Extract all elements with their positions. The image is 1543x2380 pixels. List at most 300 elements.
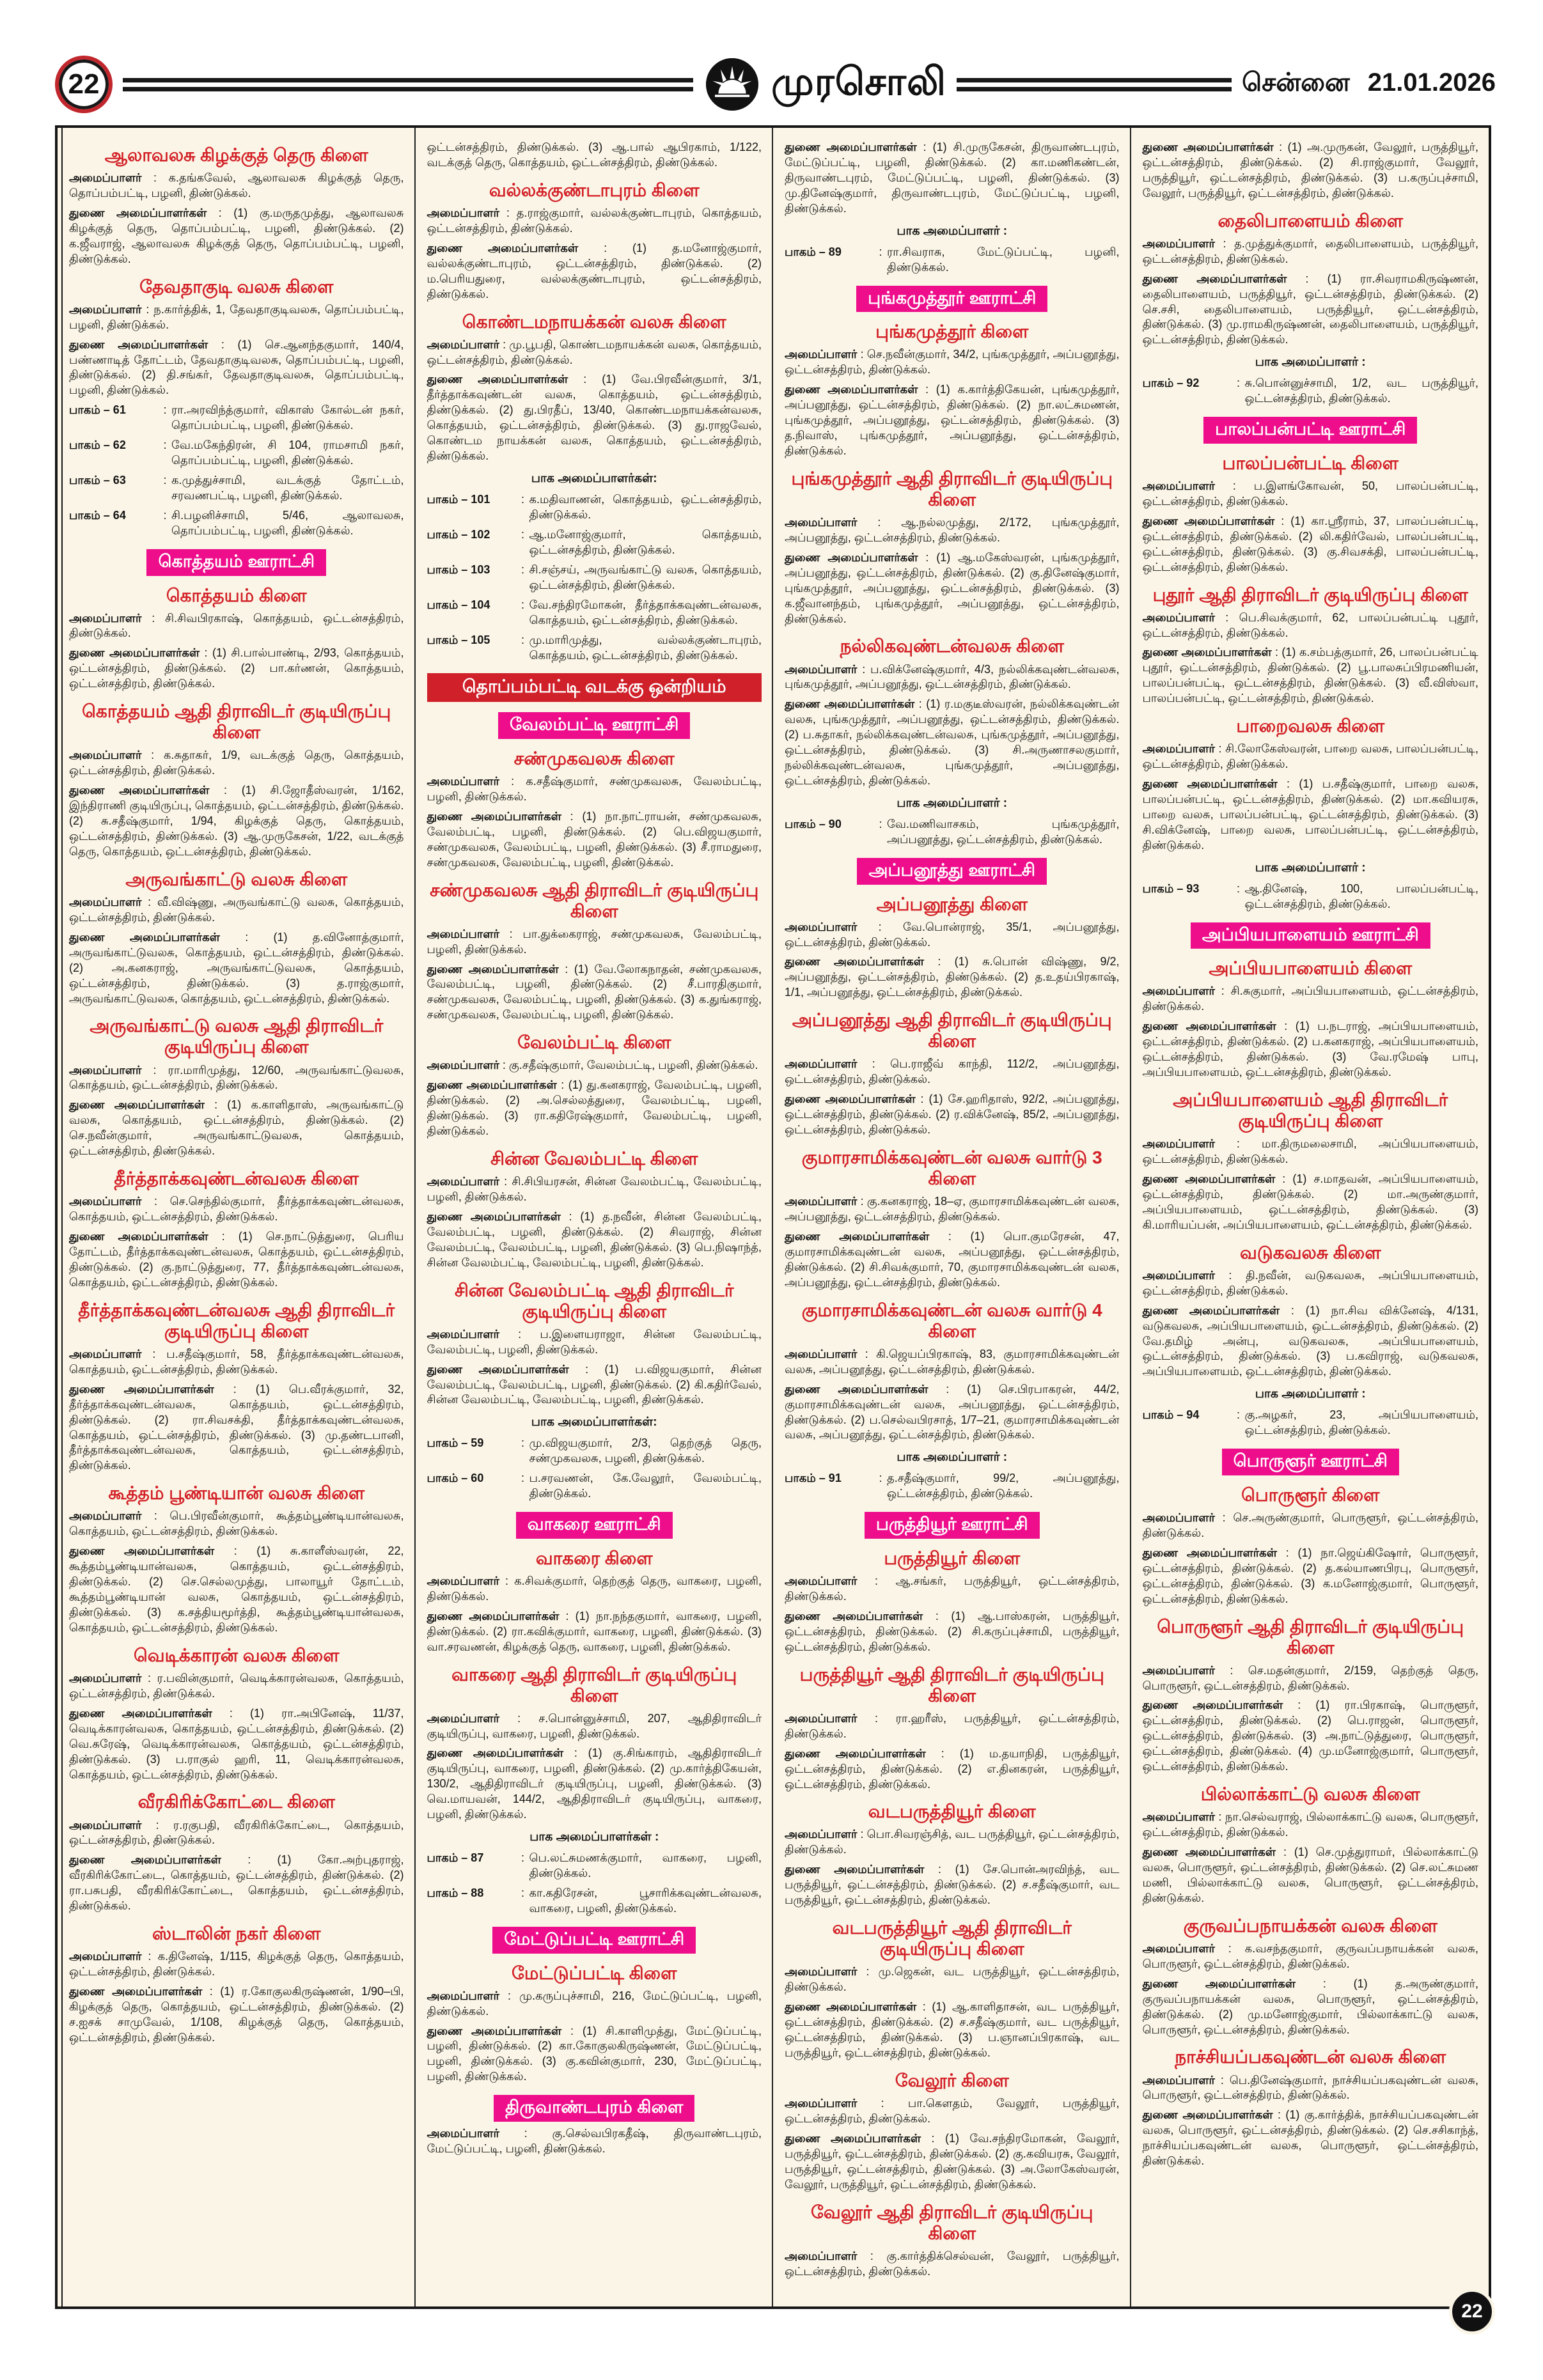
part-organizers-label: பாக அமைப்பாளர் : bbox=[897, 1451, 1008, 1465]
paragraph-lead: துணை அமைப்பாளர்கள் bbox=[1142, 1846, 1276, 1859]
part-organizers-label: பாக அமைப்பாளர் : bbox=[1255, 355, 1366, 369]
panchayat-banner: கொத்தயம் ஊராட்சி bbox=[146, 549, 326, 576]
branch-heading: பில்லாக்காட்டு வலசு கிளை bbox=[1200, 1784, 1420, 1805]
deputy-organizers-paragraph bbox=[785, 382, 1120, 459]
page-number-badge-bottom bbox=[1449, 2289, 1495, 2335]
organizer-paragraph bbox=[1143, 1941, 1479, 1972]
paragraph-text: : (1) செ.முத்துராமர், பில்லாக்காட்டு வலசு, பொருளூர், ஒட்டன்சத்திரம், திண்டுக்கல். (2) செ.லட்சுமண மணி, பில்லாக்காட்டு வலசு, பொருளூர், ஒட்டன்சத்திரம், திண்டுக்கல். bbox=[1142, 1846, 1478, 1904]
part-colon: : bbox=[163, 474, 167, 487]
part-text: வே.மணிவாசகம், புங்கமுத்தூர், அப்பனூத்து, ஒட்டன்சத்திரம், திண்டுக்கல். bbox=[887, 818, 1120, 846]
branch-heading: பொருளூர் ஆதி திராவிடர் குடியிருப்பு கிளை bbox=[1157, 1616, 1464, 1658]
paragraph-lead: அமைப்பாளர் bbox=[785, 1347, 858, 1360]
newspaper-title: முரசொலி bbox=[771, 60, 947, 103]
branch-heading: சின்ன வேலம்பட்டி கிளை bbox=[490, 1148, 698, 1169]
paragraph-text: : க.சிவக்குமார், தெற்குத் தெரு, வாகரை, பழனி, திண்டுக்கல். bbox=[427, 1574, 762, 1603]
paragraph-text: : செ.மதன்குமார், 2/159, தெற்குத் தெரு, பொருளூர், ஒட்டன்சத்திரம், திண்டுக்கல். bbox=[1142, 1663, 1478, 1692]
panchayat-banner: வேலம்பட்டி ஊராட்சி bbox=[498, 712, 690, 739]
paragraph-text: : (1) ரா.அபினேஷ், 11/37, வெடிக்காரன்வலசு, கொத்தயம், ஒட்டன்சத்திரம், திண்டுக்கல். (2) வெ.சுரேஷ், வெடிக்காரன்வலசு, கொத்தயம், ஒட்டன்சத்திரம், திண்டுக்கல். (3) ப.ராகுல் ஹரி, 11, வெடிக்காரன்வலசு, கொத்தயம், ஒட்டன்சத்திரம், திண்டுக்கல். bbox=[69, 1706, 404, 1781]
paragraph-text: : பெ.சிவக்குமார், 62, பாலப்பன்பட்டி புதூர், ஒட்டன்சத்திரம், திண்டுக்கல். bbox=[1142, 611, 1478, 639]
paragraph-text: : (1) நா.நந்தகுமார், வாகரை, பழனி, திண்டுக்கல். (2) ரா.கவிக்குமார், வாகரை, பழனி, திண்டுக்கல். (3) வா.சரவணன், கிழக்குத் தெரு, வாகரை, பழனி, திண்டுக்கல். bbox=[427, 1609, 762, 1653]
paragraph-text: : செ.நவீன்குமார், 34/2, புங்கமுத்தூர், அப்பனூத்து, ஒட்டன்சத்திரம், திண்டுக்கல். bbox=[785, 348, 1120, 377]
branch-heading: தேவதாகுடி வலசு கிளை bbox=[139, 276, 334, 297]
paragraph-text: : (1) ச.மாதவன், அப்பியபாளையம், ஒட்டன்சத்திரம், திண்டுக்கல். (2) மா.அருண்குமார், அப்பியபாளையம், ஒட்டன்சத்திரம், திண்டுக்கல். (3) கி.மாரியப்பன், அப்பியபாளையம், ஒட்டன்சத்திரம், திண்டுக்கல். bbox=[1142, 1172, 1478, 1231]
branch-heading: நாச்சியப்பகவுண்டன் வலசு கிளை bbox=[1175, 2047, 1446, 2067]
panchayat-banner: பொருளூர் ஊராட்சி bbox=[1222, 1449, 1399, 1475]
part-text: வே.சந்திரமோகன், தீர்த்தாக்கவுண்டன்வலசு, கொத்தயம், ஒட்டன்சத்திரம், திண்டுக்கல். bbox=[529, 598, 762, 626]
paragraph-text: : (1) செ.ஆனந்தகுமார், 140/4, பண்ணாடித் தோட்டம், தேவதாகுடிவலசு, தொப்பம்பட்டி, பழனி, திண்டுக்கல். (2) தி.சங்கர், தேவதாகுடிவலசு, தொப்பம்பட்டி, பழனி, திண்டுக்கல். bbox=[69, 338, 404, 397]
deputy-organizers-paragraph bbox=[785, 1229, 1120, 1291]
paragraph-lead: அமைப்பாளர் bbox=[785, 348, 858, 361]
paragraph-text: : (1) வே.லோகநாதன், சண்முகவலசு, வேலம்பட்டி, பழனி, திண்டுக்கல். (2) சீ.பாரதிகுமார், சண்முகவலசு, வேலம்பட்டி, பழனி, திண்டுக்கல். (3) க.துங்கராஜ், சண்முகவலசு, வேலம்பட்டி, பழனி, திண்டுக்கல். bbox=[427, 962, 762, 1022]
deputy-organizers-paragraph bbox=[785, 1862, 1120, 1908]
paragraph-text: : (1) ரா.சிவராமகிருஷ்ணன், தைலிபாளையம், பருத்தியூர், ஒட்டன்சத்திரம், திண்டுக்கல். (2) செ.சசி, தைலிபாளையம், பருத்தியூர், ஒட்டன்சத்திரம், திண்டுக்கல். (3) மு.ராமகிருஷ்ணன், தைலிபாளையம், பருத்தியூர், ஒட்டன்சத்திரம், திண்டுக்கல். bbox=[1142, 272, 1478, 346]
branch-heading: வடபருத்தியூர் ஆதி திராவிடர் குடியிருப்பு கிளை bbox=[832, 1918, 1072, 1959]
deputy-organizers-paragraph bbox=[427, 372, 762, 464]
part-number: பாகம் – 62 bbox=[69, 439, 126, 452]
part-colon: : bbox=[521, 633, 524, 646]
paragraph-lead: அமைப்பாளர் bbox=[69, 1347, 142, 1360]
paragraph-lead: அமைப்பாளர் bbox=[785, 1575, 858, 1587]
organizer-paragraph bbox=[427, 1327, 762, 1358]
part-organizers-label: பாக அமைப்பாளர்கள்: bbox=[531, 472, 657, 486]
paragraph-text: : ந.கார்த்திக், 1, தேவதாகுடிவலசு, தொப்பம்பட்டி, பழனி, திண்டுக்கல். bbox=[69, 302, 404, 331]
paragraph-text: : (1) ம.தயாநிதி, பருத்தியூர், ஒட்டன்சத்திரம், திண்டுக்கல். (2) எ.தினகரன், பருத்தியூர், ஒட்டன்சத்திரம், திண்டுக்கல். bbox=[785, 1746, 1120, 1791]
part-row bbox=[69, 508, 404, 539]
paragraph-lead: அமைப்பாளர் bbox=[785, 1057, 858, 1071]
panchayat-banner: வாகரை ஊராட்சி bbox=[516, 1512, 673, 1539]
branch-heading: புதூர் ஆதி திராவிடர் குடியிருப்பு கிளை bbox=[1152, 584, 1468, 605]
organizer-paragraph bbox=[785, 920, 1120, 951]
paragraph-lead: அமைப்பாளர் bbox=[69, 895, 142, 908]
paragraph-text: : (1) த.அருண்குமார், குருவப்பநாயக்கன் வலசு, பொருளூர், ஒட்டன்சத்திரம், திண்டுக்கல். (2) மு.மனோஜ்குமார், பில்லாக்காட்டு வலசு, பொருளூர், ஒட்டன்சத்திரம், திண்டுக்கல். bbox=[1142, 1977, 1478, 2036]
deputy-organizers-paragraph bbox=[785, 697, 1120, 789]
organizer-paragraph bbox=[785, 347, 1120, 378]
paragraph-lead: துணை அமைப்பாளர்கள் bbox=[785, 955, 924, 968]
panchayat-banner: அப்பியபாளையம் ஊராட்சி bbox=[1191, 922, 1430, 949]
part-colon: : bbox=[879, 818, 882, 830]
deputy-organizers-paragraph bbox=[427, 1609, 762, 1655]
paragraph-text: : (1) க.சம்பத்குமார், 26, பாலப்பன்பட்டி புதூர், ஒட்டன்சத்திரம், திண்டுக்கல். (2) பூ.பாலசுப்பிரமணியன், பாலப்பன்பட்டி, ஒட்டன்சத்திரம், திண்டுக்கல். (3) வீ.விஸ்வா, பாலப்பன்பட்டி, ஒட்டன்சத்திரம், திண்டுக்கல். bbox=[1142, 646, 1478, 705]
paragraph-text: : (1) நா.நாட்ராயன், சண்முகவலசு, வேலம்பட்டி, பழனி, திண்டுக்கல். (2) பெ.விஜயகுமார், சண்முகவலசு, வேலம்பட்டி, பழனி, திண்டுக்கல். (3) சீ.ராமதுரை, சண்முகவலசு, வேலம்பட்டி, பழனி, திண்டுக்கல். bbox=[427, 809, 762, 869]
part-row bbox=[427, 1436, 762, 1466]
part-number: பாகம் – 102 bbox=[427, 527, 490, 541]
part-text: சு.பொன்னுச்சாமி, 1/2, வட பருத்தியூர், ஒட்டன்சத்திரம், திண்டுக்கல். bbox=[1244, 377, 1478, 405]
part-row bbox=[427, 527, 762, 558]
paragraph-lead: துணை அமைப்பாளர்கள் bbox=[69, 1098, 205, 1112]
paragraph-lead: அமைப்பாளர் bbox=[1142, 742, 1215, 756]
part-organizers-label: பாக அமைப்பாளர் : bbox=[897, 797, 1008, 810]
part-number: பாகம் – 92 bbox=[1142, 377, 1200, 390]
paragraph-lead: துணை அமைப்பாளர்கள் bbox=[1142, 1303, 1280, 1317]
paragraph-text: : (1) த.நவீன், சின்ன வேலம்பட்டி, வேலம்பட்டி, பழனி, திண்டுக்கல். (2) சிவராஜ், சின்ன வேலம்பட்டி, வேலம்பட்டி, பழனி, திண்டுக்கல். (3) பெ.நிஷாந்த், சின்ன வேலம்பட்டி, வேலம்பட்டி, பழனி, திண்டுக்கல். bbox=[427, 1209, 762, 1269]
paragraph-lead: துணை அமைப்பாளர்கள் bbox=[427, 2024, 562, 2037]
part-colon: : bbox=[879, 245, 882, 258]
part-number: பாகம் – 105 bbox=[427, 633, 490, 646]
panchayat-banner: அப்பனூத்து ஊராட்சி bbox=[857, 858, 1047, 885]
part-colon: : bbox=[521, 493, 524, 506]
organizer-paragraph bbox=[69, 1509, 404, 1539]
paragraph-lead: துணை அமைப்பாளர்கள் bbox=[1142, 2108, 1273, 2122]
part-colon: : bbox=[521, 1886, 524, 1900]
paragraph-lead: துணை அமைப்பாளர்கள் bbox=[1142, 272, 1287, 285]
paragraph-text: : (1) த.மனோஜ்குமார், வல்லக்குண்டாபுரம், ஒட்டன்சத்திரம், திண்டுக்கல். (2) ம.பெரியதுரை, வல்லக்குண்டாபுரம், ஒட்டன்சத்திரம், திண்டுக்கல். bbox=[427, 241, 762, 300]
part-number: பாகம் – 94 bbox=[1142, 1408, 1200, 1422]
organizer-paragraph bbox=[785, 1347, 1120, 1378]
paragraph-text: : க.தங்கவேல், ஆலாவலசு கிழக்குத் தெரு, தொப்பம்பட்டி, பழனி, திண்டுக்கல். bbox=[69, 171, 404, 199]
part-text: ஆ.தினேஷ், 100, பாலப்பன்பட்டி, ஒட்டன்சத்திரம், திண்டுக்கல். bbox=[1244, 882, 1478, 910]
part-number: பாகம் – 103 bbox=[427, 563, 490, 576]
part-row bbox=[69, 438, 404, 469]
part-text: சி.சஞ்சய், அருவங்காட்டு வலசு, கொத்தயம், ஒட்டன்சத்திரம், திண்டுக்கல். bbox=[529, 563, 762, 591]
paragraph-lead: அமைப்பாளர் bbox=[785, 2096, 858, 2110]
paragraph-text: : (1) ஆ.பாஸ்கரன், பருத்தியூர், ஒட்டன்சத்திரம், திண்டுக்கல். (2) சி.கருப்புச்சாமி, பருத்தியூர், ஒட்டன்சத்திரம், திண்டுக்கல். bbox=[785, 1609, 1120, 1653]
branch-heading: பாறைவலசு கிளை bbox=[1236, 716, 1385, 736]
paragraph-text: : (1) கு.சிங்காரம், ஆதிதிராவிடர் குடியிருப்பு, வாகரை, பழனி, திண்டுக்கல். (2) மு.கார்த்திகேயன், 130/2, ஆதிதிராவிடர் குடியிருப்பு, பழனி, திண்டுக்கல். (3) வெ.மாயவன், 144/2, ஆதிதிராவிடர் குடியிருப்பு, வாகரை, பழனி, திண்டுக்கல். bbox=[427, 1746, 762, 1821]
paragraph-lead: அமைப்பாளர் bbox=[1142, 611, 1215, 624]
part-colon: : bbox=[163, 439, 167, 452]
paragraph-text: : பெ.ராஜீவ் காந்தி, 112/2, அப்பனூத்து, ஒட்டன்சத்திரம், திண்டுக்கல். bbox=[785, 1057, 1120, 1086]
paragraph-lead: துணை அமைப்பாளர்கள் bbox=[785, 1863, 925, 1876]
organizer-paragraph bbox=[69, 1949, 404, 1980]
paragraph-text: : (1) வே.பிரவீன்குமார், 3/1, தீர்த்தாக்கவுண்டன் வலசு, கொத்தயம், ஒட்டன்சத்திரம், திண்டுக்கல். (2) து.பிரதீப், 13/40, கொண்டமநாயக்கன்வலசு, கொத்தயம், ஒட்டன்சத்திரம், திண்டுக்கல். (3) து.ராஜவேல், கொண்டம நாயக்கன் வலசு, கொத்தயம், ஒட்டன்சத்திரம், திண்டுக்கல். bbox=[427, 373, 762, 463]
part-row bbox=[427, 492, 762, 523]
organizer-paragraph bbox=[427, 1174, 762, 1205]
deputy-organizers-paragraph bbox=[427, 809, 762, 871]
page-number-top: 22 bbox=[68, 68, 100, 100]
paragraph-text: : த.முத்துக்குமார், தைலிபாளையம், பருத்தியூர், ஒட்டன்சத்திரம், திண்டுக்கல். bbox=[1142, 237, 1478, 265]
branch-heading: புங்கமுத்தூர் ஆதி திராவிடர் குடியிருப்பு கிளை bbox=[791, 468, 1113, 509]
part-text: கா.கதிரேசன், பூசாரிக்கவுண்டன்வலசு, வாகரை, பழனி, திண்டுக்கல். bbox=[529, 1886, 762, 1915]
deputy-organizers-paragraph bbox=[69, 783, 404, 860]
deputy-organizers-paragraph bbox=[69, 1544, 404, 1636]
paragraph-lead: அமைப்பாளர் bbox=[785, 515, 858, 529]
part-text: மு.மாரிமுத்து, வல்லக்குண்டாபுரம், கொத்தயம், ஒட்டன்சத்திரம், திண்டுக்கல். bbox=[529, 633, 762, 662]
paragraph-text: : ஆ.சங்கர், பருத்தியூர், ஒட்டன்சத்திரம், திண்டுக்கல். bbox=[785, 1575, 1120, 1603]
paragraph-lead: அமைப்பாளர் bbox=[427, 1175, 499, 1188]
news-column-2 bbox=[416, 128, 774, 2306]
organizer-paragraph bbox=[785, 1574, 1120, 1605]
paragraph-text: : ர.ரகுபதி, வீரகிரிக்கோட்டை, கொத்தயம், ஒட்டன்சத்திரம், திண்டுக்கல். bbox=[69, 1818, 404, 1847]
paragraph-text: : (1) ப.விஜயகுமார், சின்ன வேலம்பட்டி, வேலம்பட்டி, பழனி, திண்டுக்கல். (2) கி.கதிர்வேல், சின்ன வேலம்பட்டி, வேலம்பட்டி, பழனி, திண்டுக்கல். bbox=[427, 1362, 762, 1406]
paragraph-lead: துணை அமைப்பாளர்கள் bbox=[785, 1609, 923, 1622]
union-banner: தொப்பம்பட்டி வடக்கு ஒன்றியம் bbox=[427, 673, 762, 702]
part-text: கு.அழகர், 23, அப்பியபாளையம், ஒட்டன்சத்திரம், திண்டுக்கல். bbox=[1244, 1408, 1478, 1437]
paragraph-lead: அமைப்பாளர் bbox=[69, 1509, 142, 1523]
part-colon: : bbox=[163, 403, 167, 417]
paragraph-lead: அமைப்பாளர் bbox=[427, 1989, 499, 2002]
paragraph-lead: துணை அமைப்பாளர்கள் bbox=[785, 141, 917, 153]
deputy-organizers-paragraph bbox=[427, 1209, 762, 1271]
paragraph-lead: துணை அமைப்பாளர்கள் bbox=[1142, 514, 1275, 527]
deputy-organizers-paragraph bbox=[1143, 1303, 1479, 1380]
deputy-organizers-paragraph bbox=[427, 2024, 762, 2085]
paragraph-lead: அமைப்பாளர் bbox=[427, 1327, 499, 1341]
organizer-paragraph bbox=[69, 302, 404, 333]
paragraph-text: : (1) சி.பால்பாண்டி, 2/93, கொத்தயம், ஒட்டன்சத்திரம், திண்டுக்கல். (2) பா.கர்ணன், கொத்தயம், ஒட்டன்சத்திரம், திண்டுக்கல். bbox=[69, 646, 404, 690]
paragraph-text: : ப.இளையராஜா, சின்ன வேலம்பட்டி, வேலம்பட்டி, பழனி, திண்டுக்கல். bbox=[427, 1327, 762, 1356]
branch-heading: சின்ன வேலம்பட்டி ஆதி திராவிடர் குடியிருப்பு கிளை bbox=[454, 1280, 734, 1321]
organizer-paragraph bbox=[785, 1964, 1120, 1995]
paragraph-lead: அமைப்பாளர் bbox=[1142, 984, 1215, 998]
paragraph-lead: துணை அமைப்பாளர்கள் bbox=[1142, 777, 1278, 791]
paragraph-text: : (1) சு.காளீஸ்வரன், 22, கூத்தம்பூண்டியான்வலசு, கொத்தயம், ஒட்டன்சத்திரம், திண்டுக்கல். (2) செ.செல்லமுத்து, பாலாயூர் தோட்டம், கூத்தம்பூண்டியான் வலசு, கொத்தயம், ஒட்டன்சத்திரம், திண்டுக்கல். (3) க.சத்தியமூர்த்தி, கூத்தம்பூண்டியான்வலசு, கொத்தயம், ஒட்டன்சத்திரம், திண்டுக்கல். bbox=[69, 1544, 404, 1634]
paragraph-lead: அமைப்பாளர் bbox=[427, 1574, 499, 1587]
branch-heading: ஆலாவலசு கிழக்குத் தெரு கிளை bbox=[104, 145, 368, 165]
part-row bbox=[427, 633, 762, 664]
organizer-paragraph bbox=[1143, 1810, 1479, 1840]
part-number: பாகம் – 87 bbox=[427, 1851, 484, 1865]
part-colon: : bbox=[521, 1851, 524, 1865]
paragraph-text: : பொ.சிவரஞ்சித், வட பருத்தியூர், ஒட்டன்சத்திரம், திண்டுக்கல். bbox=[785, 1828, 1120, 1856]
paragraph-lead: அமைப்பாளர் bbox=[427, 206, 499, 219]
paragraph-text: : (1) நா.சிவ விக்னேஷ், 4/131, வடுகவலசு, அப்பியபாளையம், ஒட்டன்சத்திரம், திண்டுக்கல். (2) வே.தமிழ் அன்பு, வடுகவலசு, அப்பியபாளையம், ஒட்டன்சத்திரம், திண்டுக்கல். (3) ப.கவிராஜ், வடுகவலசு, அப்பியபாளையம், ஒட்டன்சத்திரம், திண்டுக்கல். bbox=[1142, 1303, 1478, 1378]
branch-heading: சண்முகவலசு கிளை bbox=[513, 748, 675, 768]
organizer-paragraph bbox=[69, 1671, 404, 1702]
paragraph-lead: அமைப்பாளர் bbox=[69, 171, 142, 185]
part-number: பாகம் – 63 bbox=[69, 474, 126, 487]
deputy-organizers-paragraph bbox=[785, 1382, 1120, 1443]
deputy-organizers-paragraph bbox=[69, 1984, 404, 2046]
part-organizers-label: பாக அமைப்பாளர்கள் : bbox=[529, 1830, 659, 1844]
deputy-organizers-paragraph bbox=[69, 1229, 404, 1291]
branch-heading: கொத்தயம் ஆதி திராவிடர் குடியிருப்பு கிளை bbox=[82, 701, 391, 743]
deputy-organizers-paragraph bbox=[1143, 1019, 1479, 1080]
paragraph-lead: துணை அமைப்பாளர்கள் bbox=[69, 1853, 221, 1867]
organizer-paragraph bbox=[427, 927, 762, 958]
paragraph-lead: அமைப்பாளர் bbox=[69, 302, 142, 316]
part-colon: : bbox=[521, 563, 524, 576]
paragraph-lead: துணை அமைப்பாளர்கள் bbox=[69, 930, 220, 944]
branch-heading: அப்பனூத்து கிளை bbox=[876, 894, 1028, 914]
paragraph-lead: துணை அமைப்பாளர்கள் bbox=[69, 646, 200, 660]
paragraph-lead: அமைப்பாளர் bbox=[1142, 1268, 1215, 1282]
organizer-paragraph bbox=[1143, 1511, 1479, 1541]
paragraph-lead: துணை அமைப்பாளர்கள் bbox=[785, 550, 918, 564]
organizer-paragraph bbox=[427, 1989, 762, 2019]
paragraph-text: : ர.பவின்குமார், வெடிக்காரன்வலசு, கொத்தயம், ஒட்டன்சத்திரம், திண்டுக்கல். bbox=[69, 1671, 404, 1700]
part-colon: : bbox=[521, 598, 524, 611]
part-text: ப.சரவணன், கே.வேலூர், வேலம்பட்டி, திண்டுக்கல். bbox=[529, 1472, 762, 1500]
part-text: க.முத்துச்சாமி, வடக்குத் தோட்டம், சரவணபட்டி, பழனி, திண்டுக்கல். bbox=[171, 474, 404, 502]
paragraph-text: ஒட்டன்சத்திரம், திண்டுக்கல். (3) ஆ.பால் ஆபிரகாம், 1/122, வடக்குத் தெரு, கொத்தயம், ஒட்டன்சத்திரம், திண்டுக்கல். bbox=[427, 141, 762, 169]
paragraph-lead: துணை அமைப்பாளர்கள் bbox=[785, 383, 918, 396]
paragraph-lead: துணை அமைப்பாளர்கள் bbox=[69, 206, 207, 219]
paragraph-lead: அமைப்பாளர் bbox=[785, 1195, 858, 1208]
branch-heading: வடுகவலசு கிளை bbox=[1240, 1242, 1381, 1263]
paragraph-lead: துணை அமைப்பாளர்கள் bbox=[427, 1746, 563, 1760]
paragraph-lead: அமைப்பாளர் bbox=[427, 774, 499, 788]
deputy-organizers-paragraph bbox=[785, 2131, 1120, 2193]
deputy-organizers-paragraph bbox=[69, 646, 404, 692]
deputy-organizers-paragraph bbox=[1143, 1977, 1479, 2038]
paragraph-lead: அமைப்பாளர் bbox=[1142, 1941, 1215, 1955]
paragraph-lead: துணை அமைப்பாளர்கள் bbox=[1142, 1699, 1283, 1712]
paragraph-text: : (1) பொ.குமரேசன், 47, குமாரசாமிக்கவுண்டன் வலசு, அப்பனூத்து, ஒட்டன்சத்திரம், திண்டுக்கல். (2) சி.சிவக்குமார், 70, குமாரசாமிக்கவுண்டன் வலசு, அப்பனூத்து, ஒட்டன்சத்திரம், திண்டுக்கல். bbox=[785, 1229, 1120, 1289]
paragraph-lead: துணை அமைப்பாளர்கள் bbox=[427, 962, 559, 976]
deputy-organizers-paragraph bbox=[1143, 1845, 1479, 1906]
paragraph-lead: அமைப்பாளர் bbox=[427, 1059, 499, 1072]
branch-heading: வாகரை ஆதி திராவிடர் குடியிருப்பு கிளை bbox=[451, 1664, 737, 1706]
part-number: பாகம் – 88 bbox=[427, 1886, 484, 1900]
organizer-paragraph bbox=[427, 338, 762, 368]
paragraph-text: : நா.செல்வராஜ், பில்லாக்காட்டு வலசு, பொருளூர், ஒட்டன்சத்திரம், திண்டுக்கல். bbox=[1142, 1810, 1478, 1839]
organizer-paragraph bbox=[69, 895, 404, 926]
paragraph-lead: துணை அமைப்பாளர்கள் bbox=[69, 1544, 215, 1558]
paragraph-lead: அமைப்பாளர் bbox=[1142, 1511, 1215, 1524]
paragraph-lead: துணை அமைப்பாளர்கள் bbox=[69, 784, 210, 797]
paragraph-text: : பா.கௌதம், வேலூர், பருத்தியூர், ஒட்டன்சத்திரம், திண்டுக்கல். bbox=[785, 2096, 1120, 2125]
paragraph-text: : ச.பொன்னுச்சாமி, 207, ஆதிதிராவிடர் குடியிருப்பு, வாகரை, பழனி, திண்டுக்கல். bbox=[427, 1711, 762, 1740]
paragraph-lead: அமைப்பாளர் bbox=[69, 1671, 142, 1684]
deputy-organizers-paragraph bbox=[1143, 1698, 1479, 1775]
continuation-paragraph bbox=[427, 140, 762, 171]
paragraph-text: : மு.பூபதி, கொண்டமநாயக்கன் வலசு, கொத்தயம், ஒட்டன்சத்திரம், திண்டுக்கல். bbox=[427, 338, 762, 366]
deputy-organizers-paragraph bbox=[1143, 1546, 1479, 1607]
organizer-paragraph bbox=[1143, 1663, 1479, 1694]
deputy-organizers-paragraph bbox=[785, 1609, 1120, 1655]
part-colon: : bbox=[521, 527, 524, 541]
part-row bbox=[1143, 376, 1479, 407]
part-row bbox=[1143, 1408, 1479, 1438]
organizer-paragraph bbox=[1143, 1137, 1479, 1167]
part-text: பெ.லட்சுமணக்குமார், வாகரை, பழனி, திண்டுக்கல். bbox=[529, 1851, 762, 1880]
page-number-badge-top bbox=[55, 56, 113, 113]
part-colon: : bbox=[1236, 1408, 1240, 1422]
branch-heading: அப்பியபாளையம் ஆதி திராவிடர் குடியிருப்பு கிளை bbox=[1173, 1090, 1448, 1132]
deputy-organizers-paragraph bbox=[427, 1078, 762, 1139]
organizer-paragraph bbox=[785, 2249, 1120, 2280]
branch-heading: கூத்தம் பூண்டியான் வலசு கிளை bbox=[108, 1483, 365, 1504]
part-organizers-label: பாக அமைப்பாளர் : bbox=[1255, 1387, 1366, 1401]
paragraph-lead: துணை அமைப்பாளர்கள் bbox=[69, 1382, 214, 1396]
edition-date: 21.01.2026 bbox=[1367, 68, 1496, 97]
paragraph-lead: துணை அமைப்பாளர்கள் bbox=[1142, 1977, 1296, 1990]
part-row bbox=[427, 1851, 762, 1881]
organizer-paragraph bbox=[427, 774, 762, 805]
branch-heading: வீரகிரிக்கோட்டை கிளை bbox=[137, 1792, 335, 1812]
branch-heading: வேலம்பட்டி கிளை bbox=[517, 1032, 671, 1053]
deputy-organizers-paragraph bbox=[69, 1706, 404, 1783]
paragraph-text: : தி.நவீன், வடுகவலசு, அப்பியபாளையம், ஒட்டன்சத்திரம், திண்டுக்கல். bbox=[1142, 1268, 1478, 1297]
paragraph-text: : கு.செல்வபிரகதீஷ், திருவாண்டபுரம், மேட்டுப்பட்டி, பழனி, திண்டுக்கல். bbox=[427, 2126, 762, 2155]
paragraph-text: : சி.சுகுமார், அப்பியபாளையம், ஒட்டன்சத்திரம், திண்டுக்கல். bbox=[1142, 984, 1478, 1013]
paragraph-lead: அமைப்பாளர் bbox=[69, 1063, 142, 1077]
edition-dateline bbox=[1242, 68, 1496, 100]
paragraph-lead: துணை அமைப்பாளர்கள் bbox=[427, 1362, 569, 1376]
paragraph-text: : (1) ரா.பிரகாஷ், பொருளூர், ஒட்டன்சத்திரம், திண்டுக்கல். (2) பெ.ராஜன், பொருளூர், ஒட்டன்சத்திரம், திண்டுக்கல். (3) அ.நாட்டுத்துரை, பொருளூர், ஒட்டன்சத்திரம், திண்டுக்கல். (4) மு.மனோஜ்குமார், பொருளூர், ஒட்டன்சத்திரம், திண்டுக்கல். bbox=[1142, 1699, 1478, 1773]
paragraph-lead: அமைப்பாளர் bbox=[785, 2249, 858, 2262]
part-row bbox=[1143, 882, 1479, 912]
part-organizers-label: பாக அமைப்பாளர் : bbox=[897, 224, 1008, 238]
part-number: பாகம் – 59 bbox=[427, 1436, 484, 1450]
paragraph-text: : (1) சே.ஹரிதாஸ், 92/2, அப்பனூத்து, ஒட்டன்சத்திரம், திண்டுக்கல். (2) ர.விக்னேஷ், 85/2, அப்பனூத்து, ஒட்டன்சத்திரம், திண்டுக்கல். bbox=[785, 1093, 1120, 1137]
branch-heading: வடபருத்தியூர் கிளை bbox=[868, 1801, 1036, 1822]
part-text: ரா.சிவராசு, மேட்டுப்பட்டி, பழனி, திண்டுக்கல். bbox=[887, 245, 1120, 274]
paragraph-text: : ஆ.நல்லமுத்து, 2/172, புங்கமுத்தூர், அப்பனூத்து, ஒட்டன்சத்திரம், திண்டுக்கல். bbox=[785, 515, 1120, 544]
paragraph-text: : ரா.ஹரீஸ், பருத்தியூர், ஒட்டன்சத்திரம், திண்டுக்கல். bbox=[785, 1711, 1120, 1740]
part-number: பாகம் – 93 bbox=[1142, 882, 1200, 895]
paragraph-text: : (1) சே.பொன்அரவிந்த், வட பருத்தியூர், ஒட்டன்சத்திரம், திண்டுக்கல். (2) ச.சதீஷ்குமார், வட பருத்தியூர், ஒட்டன்சத்திரம், திண்டுக்கல். bbox=[785, 1863, 1120, 1907]
paragraph-text: : (1) கோ.அற்புதராஜ், வீரகிரிக்கோட்டை, கொத்தயம், ஒட்டன்சத்திரம், திண்டுக்கல். (2) ரா.பசுபதி, வீரகிரிக்கோட்டை, கொத்தயம், ஒட்டன்சத்திரம், திண்டுக்கல். bbox=[69, 1853, 404, 1913]
organizer-paragraph bbox=[427, 206, 762, 237]
branch-heading: கொத்தயம் கிளை bbox=[166, 585, 307, 605]
organizer-paragraph bbox=[69, 1818, 404, 1849]
paragraph-lead: துணை அமைப்பாளர்கள் bbox=[1142, 1172, 1276, 1185]
paragraph-text: : (1) வே.சந்திரமோகன், வேலூர், பருத்தியூர், ஒட்டன்சத்திரம், திண்டுக்கல். (2) கு.கவியரசு, வேலூர், பருத்தியூர், ஒட்டன்சத்திரம், திண்டுக்கல். (3) அ.லோகேஸ்வரன், வேலூர், பருத்தியூர், ஒட்டன்சத்திரம், திண்டுக்கல். bbox=[785, 2131, 1120, 2191]
paragraph-lead: துணை அமைப்பாளர்கள் bbox=[1142, 1546, 1277, 1559]
branch-listing-box bbox=[55, 125, 1491, 2309]
paragraph-text: : சி.சிவபிரகாஷ், கொத்தயம், ஒட்டன்சத்திரம், திண்டுக்கல். bbox=[69, 611, 404, 640]
paragraph-text: : கு.கனகராஜ், 18–ஏ, குமாரசாமிக்கவுண்டன் வலசு, அப்பனூத்து, ஒட்டன்சத்திரம், திண்டுக்கல். bbox=[785, 1195, 1120, 1224]
panchayat-banner: திருவாண்டபுரம் கிளை bbox=[494, 2095, 694, 2122]
page-number-bottom: 22 bbox=[1461, 2301, 1483, 2322]
paragraph-lead: துணை அமைப்பாளர்கள் bbox=[427, 1078, 557, 1092]
paragraph-lead: அமைப்பாளர் bbox=[69, 1195, 142, 1208]
organizer-paragraph bbox=[785, 2096, 1120, 2127]
part-number: பாகம் – 104 bbox=[427, 598, 490, 611]
branch-heading: தைலிபாளையம் கிளை bbox=[1218, 210, 1403, 231]
part-row bbox=[427, 563, 762, 593]
part-organizers-label: பாக அமைப்பாளர்கள்: bbox=[531, 1415, 657, 1429]
paragraph-text: : (1) து.கனகராஜ், வேலம்பட்டி, பழனி, திண்டுக்கல். (2) அ.செல்லத்துரை, வேலம்பட்டி, பழனி, திண்டுக்கல். (3) ரா.கதிரேஷ்குமார், வேலம்பட்டி, பழனி, திண்டுக்கல். bbox=[427, 1078, 762, 1138]
branch-heading: வல்லக்குண்டாபுரம் கிளை bbox=[489, 180, 700, 200]
paragraph-text: : க.வசந்தகுமார், குருவப்பநாயக்கன் வலசு, பொருளூர், ஒட்டன்சத்திரம், திண்டுக்கல். bbox=[1142, 1941, 1478, 1970]
paragraph-text: : ப.இளங்கோவன், 50, பாலப்பன்பட்டி, ஒட்டன்சத்திரம், திண்டுக்கல். bbox=[1142, 479, 1478, 508]
paragraph-lead: அமைப்பாளர் bbox=[69, 1818, 142, 1832]
paragraph-lead: துணை அமைப்பாளர்கள் bbox=[69, 1985, 203, 1998]
deputy-organizers-paragraph bbox=[69, 1098, 404, 1159]
organizer-paragraph bbox=[1143, 1268, 1479, 1299]
part-number: பாகம் – 89 bbox=[785, 245, 842, 258]
paragraph-text: : க.சதீஷ்குமார், சண்முகவலசு, வேலம்பட்டி, பழனி, திண்டுக்கல். bbox=[427, 774, 762, 803]
murasoli-rising-sun-logo-icon bbox=[703, 56, 761, 113]
deputy-organizers-paragraph bbox=[69, 1382, 404, 1474]
part-text: ரா.அரவிந்த்குமார், விகாஸ் கோல்டன் நகர், தொப்பம்பட்டி, பழனி, திண்டுக்கல். bbox=[171, 403, 404, 432]
organizer-paragraph bbox=[427, 2126, 762, 2157]
part-row bbox=[69, 473, 404, 504]
part-colon: : bbox=[163, 508, 167, 522]
branch-heading: பருத்தியூர் கிளை bbox=[884, 1548, 1021, 1568]
organizer-paragraph bbox=[69, 1347, 404, 1378]
part-row bbox=[785, 817, 1120, 848]
paragraph-text: : (1) செ.பிரபாகரன், 44/2, குமாரசாமிக்கவுண்டன் வலசு, அப்பனூத்து, ஒட்டன்சத்திரம், திண்டுக்கல். (2) ப.செல்வபிரசாத், 1/7–21, குமாரசாமிக்கவுண்டன் வலசு, அப்பனூத்து, ஒட்டன்சத்திரம், திண்டுக்கல். bbox=[785, 1382, 1120, 1442]
part-colon: : bbox=[521, 1436, 524, 1450]
paragraph-lead: அமைப்பாளர் bbox=[785, 662, 858, 676]
paragraph-lead: அமைப்பாளர் bbox=[427, 1711, 499, 1725]
paragraph-lead: அமைப்பாளர் bbox=[1142, 237, 1215, 250]
paragraph-text: : சி.சிபியரசன், சின்ன வேலம்பட்டி, வேலம்பட்டி, பழனி, திண்டுக்கல். bbox=[427, 1175, 762, 1203]
organizer-paragraph bbox=[427, 1574, 762, 1605]
part-colon: : bbox=[879, 1472, 882, 1485]
paragraph-text: : ப.விக்னேஷ்குமார், 4/3, நல்லிக்கவுண்டன்வலசு, புங்கமுத்தூர், அப்பனூத்து, ஒட்டன்சத்திரம், திண்டுக்கல். bbox=[785, 662, 1120, 691]
organizer-paragraph bbox=[785, 1827, 1120, 1858]
paragraph-text: : (1) சி.காளிமுத்து, மேட்டுப்பட்டி, பழனி, திண்டுக்கல். (2) கா.கோகுலகிருஷ்ணன், மேட்டுப்பட்டி, பழனி, திண்டுக்கல். (3) கு.கவின்குமார், 230, மேட்டுப்பட்டி, பழனி, திண்டுக்கல். bbox=[427, 2024, 762, 2083]
news-column-4 bbox=[1131, 128, 1489, 2306]
deputy-organizers-paragraph bbox=[69, 206, 404, 267]
organizer-paragraph bbox=[785, 662, 1120, 693]
paragraph-lead: அமைப்பாளர் bbox=[1142, 2073, 1215, 2087]
paragraph-lead: துணை அமைப்பாளர்கள் bbox=[785, 1746, 926, 1760]
part-number: பாகம் – 60 bbox=[427, 1472, 484, 1485]
paragraph-lead: துணை அமைப்பாளர்கள் bbox=[69, 1706, 212, 1720]
part-number: பாகம் – 91 bbox=[785, 1472, 842, 1485]
paragraph-lead: அமைப்பாளர் bbox=[69, 1950, 142, 1963]
part-row bbox=[427, 1471, 762, 1502]
paragraph-lead: துணை அமைப்பாளர்கள் bbox=[785, 1382, 928, 1396]
branch-heading: பருத்தியூர் ஆதி திராவிடர் குடியிருப்பு கிளை bbox=[799, 1664, 1104, 1706]
part-row bbox=[785, 1471, 1120, 1502]
paragraph-lead: அமைப்பாளர் bbox=[785, 1828, 858, 1841]
